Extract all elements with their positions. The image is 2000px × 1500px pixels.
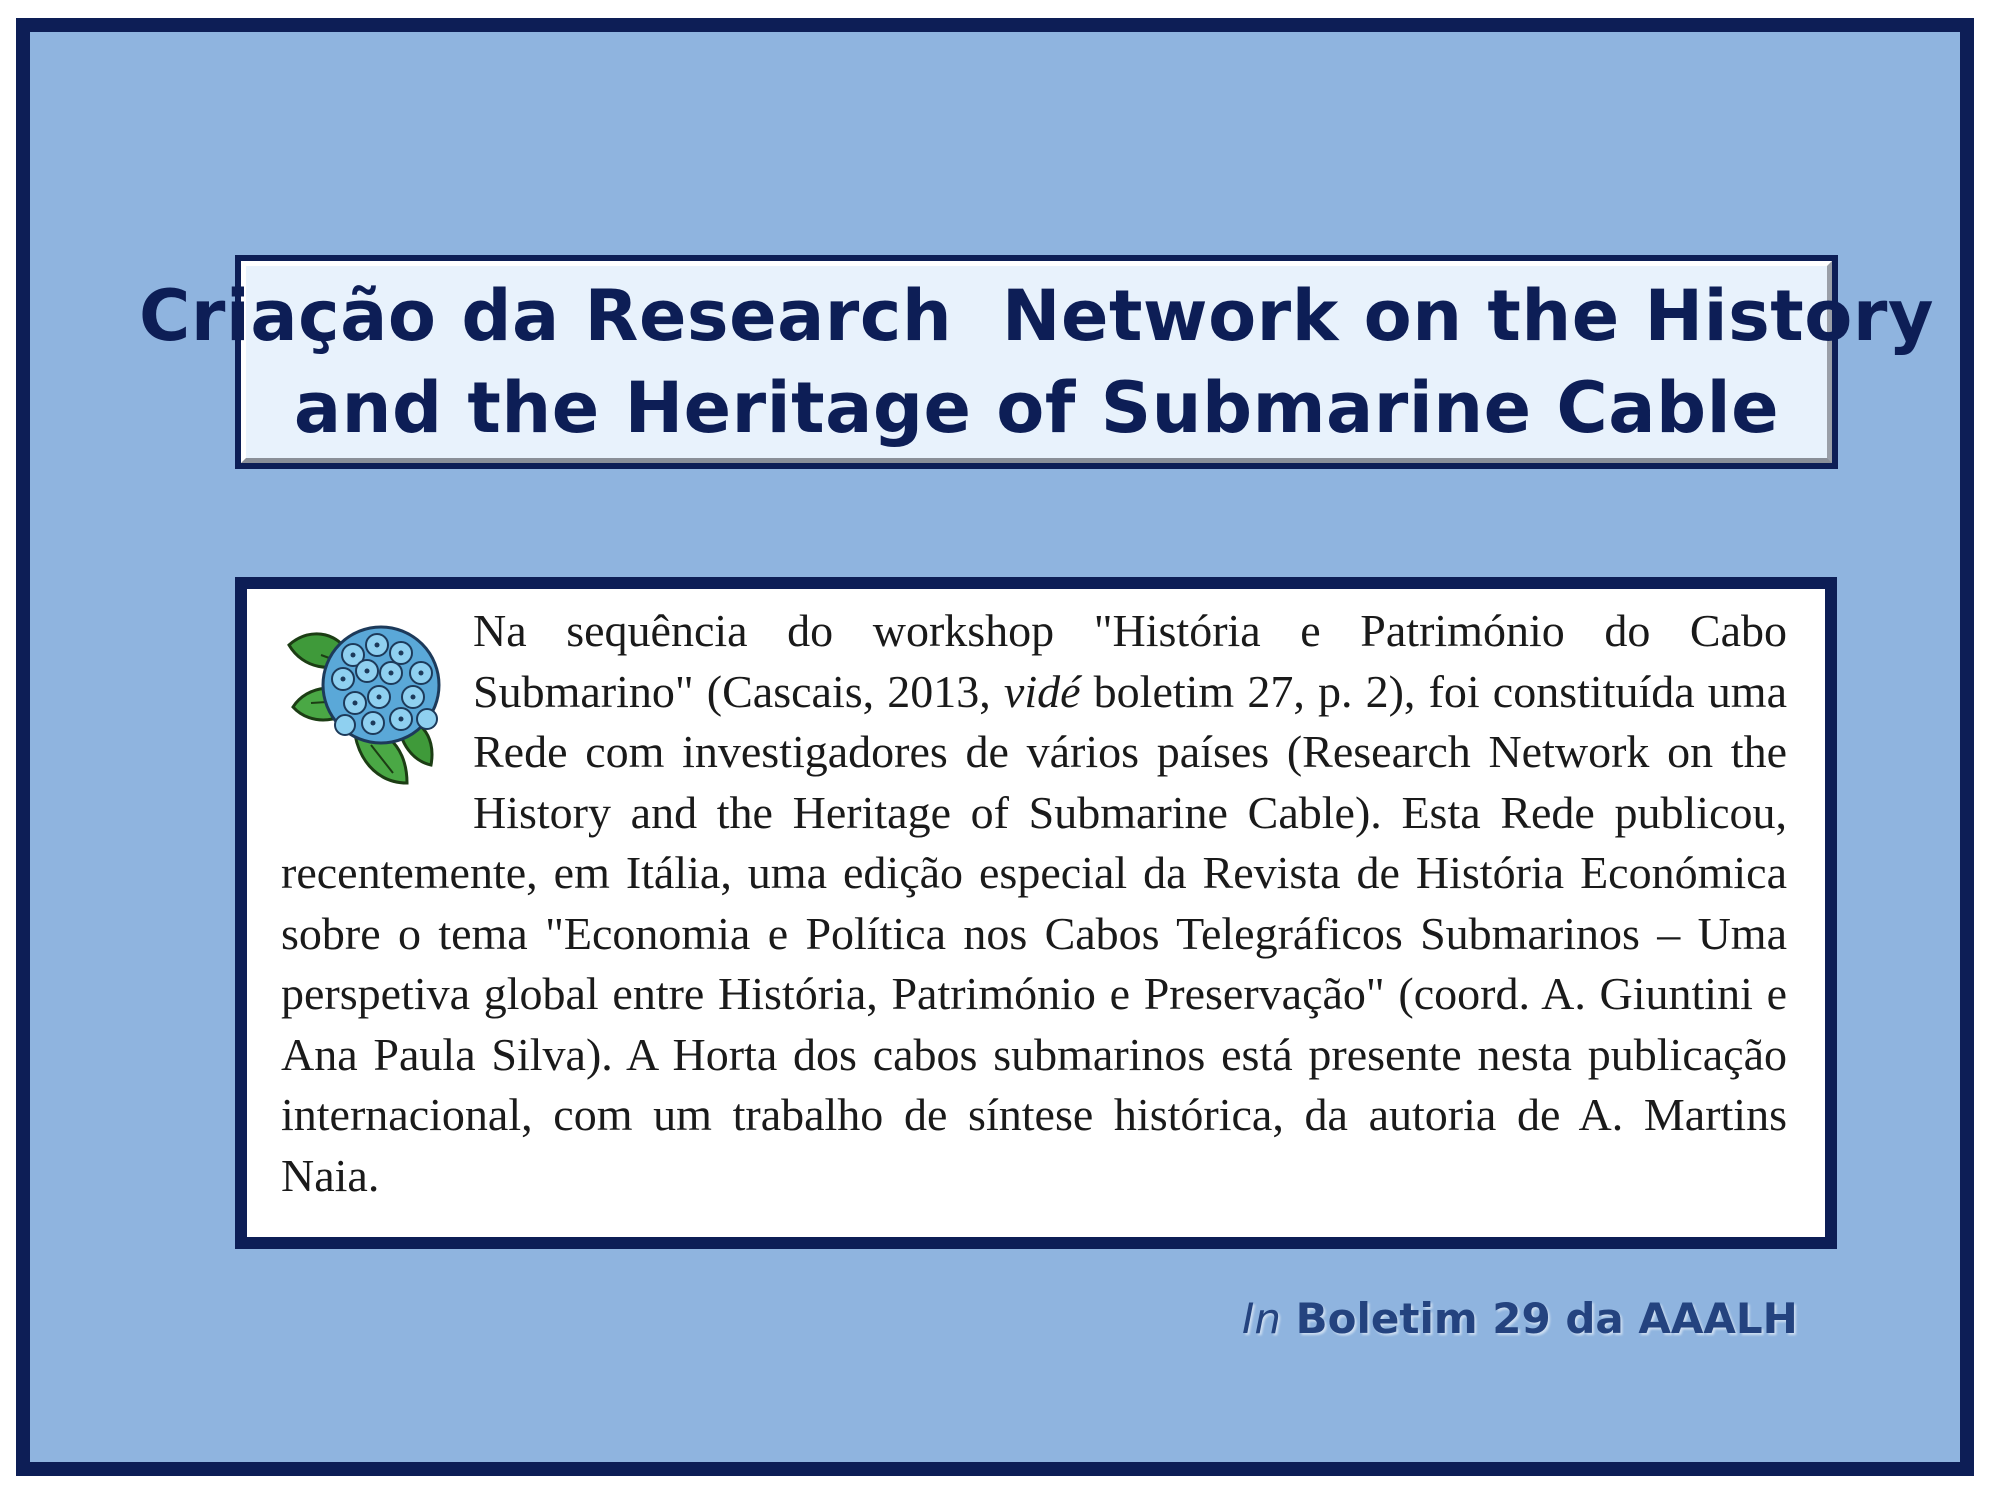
source-citation <box>1242 1294 1798 1343</box>
article-panel <box>247 589 1825 1237</box>
slide-canvas <box>16 18 1974 1476</box>
title-panel <box>139 261 1934 463</box>
title-banner <box>139 255 1934 469</box>
title-line-1: Criação da Research Network on the History <box>139 275 1934 357</box>
article-italic-word: vidé <box>1003 665 1081 717</box>
source-in-label: In <box>1242 1294 1282 1343</box>
source-name: Boletim 29 da AAALH <box>1281 1294 1798 1343</box>
article-paragraph <box>281 601 1787 1206</box>
article-frame <box>235 577 1837 1249</box>
article-text-rest: boletim 27, p. 2), foi constituída uma Rede com investigadores de vários países (Research Network on the History and the Heritage of Submarine Cable). Esta Rede publicou, recentemente, em Itália, uma edição especial da Revista de História Económica sobre o tema "Economia e Política nos Cabos Telegráficos Submarinos – Uma perspetiva global entre História, Património e Preservação" (coord. A. Giuntini e Ana Paula Silva). A Horta dos cabos submarinos está presente nesta publicação internacional, com um trabalho de síntese histórica, da autoria de A. Martins Naia. <box>281 665 1787 1201</box>
article-text-start: Na sequência do workshop "História e Património do Cabo Submarino" (Cascais, 2013, <box>473 605 1787 717</box>
title-line-2: and the Heritage of Submarine Cable <box>293 367 1780 449</box>
hydrangea-flower-icon <box>281 615 451 793</box>
